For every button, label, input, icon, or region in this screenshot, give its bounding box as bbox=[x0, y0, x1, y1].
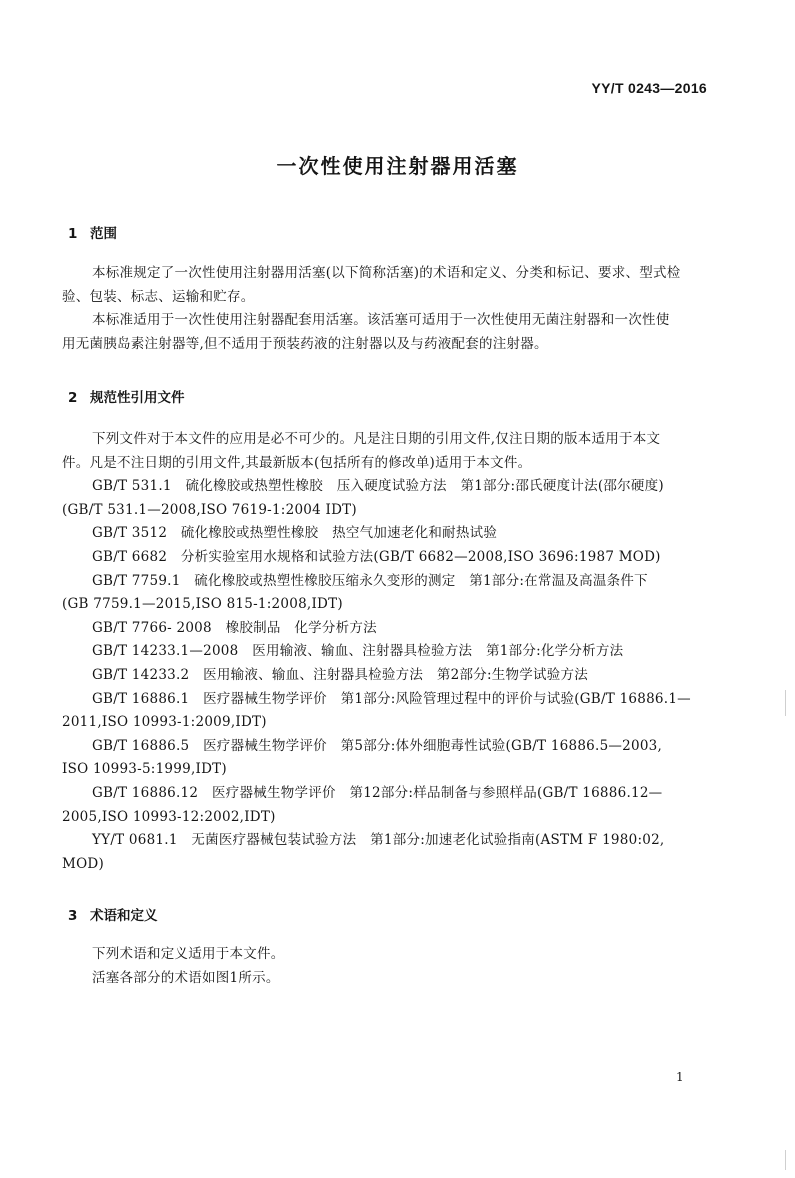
text-line: 用无菌胰岛素注射器等,但不适用于预装药液的注射器以及与药液配套的注射器。 bbox=[62, 335, 548, 352]
reference-line: GB/T 16886.12 医疗器械生物学评价 第12部分:样品制备与参照样品(GB/T 16886.12— bbox=[92, 784, 663, 801]
text-line: 下列文件对于本文件的应用是必不可少的。凡是注日期的引用文件,仅注日期的版本适用于本文 bbox=[92, 431, 661, 447]
reference-line: ISO 10993-5:1999,IDT) bbox=[62, 761, 227, 778]
reference-line: GB/T 6682 分析实验室用水规格和试验方法(GB/T 6682—2008,ISO 3696:1987 MOD) bbox=[92, 548, 661, 565]
reference-line: YY/T 0681.1 无菌医疗器械包装试验方法 第1部分:加速老化试验指南(ASTM F 1980:02, bbox=[92, 832, 665, 849]
reference-line: MOD) bbox=[62, 855, 104, 872]
reference-line: GB/T 3512 硫化橡胶或热塑性橡胶 热空气加速老化和耐热试验 bbox=[92, 525, 498, 542]
scan-margin-mark bbox=[785, 690, 786, 716]
reference-line: GB/T 531.1 硫化橡胶或热塑性橡胶 压入硬度试验方法 第1部分:邵氏硬度计法(邵尔硬度) bbox=[92, 478, 664, 495]
text-line: 本标准规定了一次性使用注射器用活塞(以下简称活塞)的术语和定义、分类和标记、要求、型式检 bbox=[92, 265, 681, 281]
text-line: 本标准适用于一次性使用注射器配套用活塞。该活塞可适用于一次性使用无菌注射器和一次性使 bbox=[92, 312, 670, 329]
text-line: 验、包装、标志、运输和贮存。 bbox=[62, 288, 255, 305]
section-number: 3 bbox=[68, 908, 78, 924]
document-title: 一次性使用注射器用活塞 bbox=[276, 154, 519, 178]
standard-code: YY/T 0243—2016 bbox=[591, 80, 707, 96]
reference-line: (GB/T 531.1—2008,ISO 7619-1:2004 IDT) bbox=[62, 501, 357, 518]
reference-line: GB/T 14233.2 医用输液、输血、注射器具检验方法 第2部分:生物学试验方法 bbox=[92, 666, 589, 683]
scan-margin-mark bbox=[785, 1150, 786, 1170]
section-3-body bbox=[62, 943, 710, 990]
reference-line: GB/T 7759.1 硫化橡胶或热塑性橡胶压缩永久变形的测定 第1部分:在常温及高温条件下 bbox=[92, 572, 648, 589]
section-3-heading bbox=[68, 904, 158, 924]
section-number: 1 bbox=[68, 226, 78, 242]
reference-line: GB/T 7766- 2008 橡胶制品 化学分析方法 bbox=[92, 619, 377, 636]
reference-line: 2005,ISO 10993-12:2002,IDT) bbox=[62, 808, 276, 825]
section-1-body bbox=[62, 262, 710, 356]
reference-line: GB/T 16886.5 医疗器械生物学评价 第5部分:体外细胞毒性试验(GB/T 16886.5—2003, bbox=[92, 737, 663, 754]
reference-line: (GB 7759.1—2015,ISO 815-1:2008,IDT) bbox=[62, 596, 343, 613]
page-number: 1 bbox=[676, 1070, 684, 1084]
reference-line: 2011,ISO 10993-1:2009,IDT) bbox=[62, 714, 267, 731]
text-line: 下列术语和定义适用于本文件。 bbox=[92, 946, 285, 962]
text-line: 活塞各部分的术语如图1所示。 bbox=[92, 969, 280, 986]
section-1-heading bbox=[68, 222, 117, 242]
section-2-body bbox=[62, 428, 710, 876]
section-title: 范围 bbox=[90, 226, 117, 242]
text-line: 件。凡是不注日期的引用文件,其最新版本(包括所有的修改单)适用于本文件。 bbox=[62, 454, 532, 471]
reference-line: GB/T 16886.1 医疗器械生物学评价 第1部分:风险管理过程中的评价与试验(GB/T 16886.1— bbox=[92, 690, 691, 707]
section-number: 2 bbox=[68, 390, 78, 406]
section-title: 术语和定义 bbox=[90, 908, 158, 924]
section-2-heading bbox=[68, 386, 185, 406]
section-title: 规范性引用文件 bbox=[90, 390, 185, 406]
reference-line: GB/T 14233.1—2008 医用输液、输血、注射器具检验方法 第1部分:化学分析方法 bbox=[92, 643, 624, 660]
